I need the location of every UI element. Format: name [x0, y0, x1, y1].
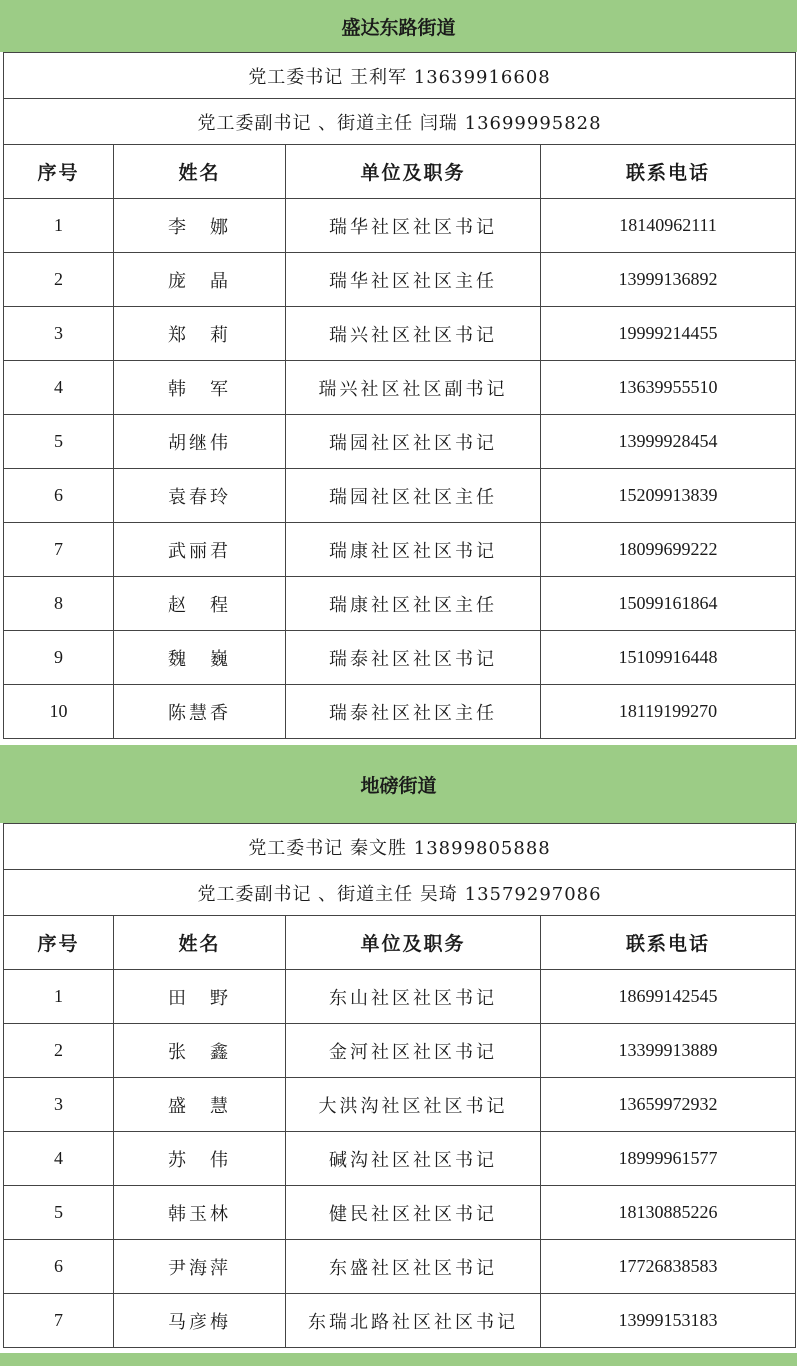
phone-number: 15209913839 [541, 469, 796, 523]
next-section-bar [0, 1353, 797, 1366]
unit-position: 瑞兴社区社区副书记 [286, 361, 541, 415]
unit-position: 瑞兴社区社区书记 [286, 307, 541, 361]
table-row [4, 970, 796, 1024]
table-row [4, 1294, 796, 1348]
unit-position: 瑞华社区社区书记 [286, 199, 541, 253]
row-number: 6 [4, 1240, 114, 1294]
person-name: 尹海萍 [114, 1240, 286, 1294]
person-name: 陈慧香 [114, 685, 286, 739]
section-2-table [3, 823, 796, 1348]
row-number: 3 [4, 307, 114, 361]
table-row [4, 253, 796, 307]
table-row [4, 1132, 796, 1186]
person-name: 田 野 [114, 970, 286, 1024]
section-2-secretary: 党工委书记 秦文胜 13899805888 [4, 824, 796, 870]
table-row [4, 469, 796, 523]
unit-position: 金河社区社区书记 [286, 1024, 541, 1078]
column-header-no: 序号 [4, 916, 114, 970]
table-row [4, 199, 796, 253]
column-header-no: 序号 [4, 145, 114, 199]
unit-position: 瑞康社区社区主任 [286, 577, 541, 631]
unit-position: 东瑞北路社区社区书记 [286, 1294, 541, 1348]
table-row [4, 1240, 796, 1294]
section-1-table [3, 52, 796, 739]
person-name: 盛 慧 [114, 1078, 286, 1132]
table-row [4, 685, 796, 739]
phone-number: 18699142545 [541, 970, 796, 1024]
table-row [4, 1078, 796, 1132]
section-1-title: 盛达东路街道 [341, 16, 456, 39]
unit-position: 瑞华社区社区主任 [286, 253, 541, 307]
row-number: 3 [4, 1078, 114, 1132]
person-name: 马彦梅 [114, 1294, 286, 1348]
table-row [4, 523, 796, 577]
row-number: 5 [4, 415, 114, 469]
person-name: 韩玉林 [114, 1186, 286, 1240]
table-row [4, 631, 796, 685]
unit-position: 瑞泰社区社区主任 [286, 685, 541, 739]
row-number: 7 [4, 523, 114, 577]
row-number: 1 [4, 199, 114, 253]
table-row [4, 415, 796, 469]
phone-number: 18130885226 [541, 1186, 796, 1240]
unit-position: 东山社区社区书记 [286, 970, 541, 1024]
column-header-unit: 单位及职务 [286, 145, 541, 199]
row-number: 1 [4, 970, 114, 1024]
unit-position: 东盛社区社区书记 [286, 1240, 541, 1294]
row-number: 5 [4, 1186, 114, 1240]
row-number: 2 [4, 253, 114, 307]
person-name: 苏 伟 [114, 1132, 286, 1186]
person-name: 庞 晶 [114, 253, 286, 307]
row-number: 8 [4, 577, 114, 631]
row-number: 4 [4, 1132, 114, 1186]
phone-number: 13999153183 [541, 1294, 796, 1348]
person-name: 郑 莉 [114, 307, 286, 361]
table-row [4, 361, 796, 415]
person-name: 韩 军 [114, 361, 286, 415]
phone-number: 19999214455 [541, 307, 796, 361]
person-name: 魏 巍 [114, 631, 286, 685]
phone-number: 13399913889 [541, 1024, 796, 1078]
phone-number: 15099161864 [541, 577, 796, 631]
phone-number: 17726838583 [541, 1240, 796, 1294]
section-1-title-bar [0, 0, 797, 52]
phone-number: 13999928454 [541, 415, 796, 469]
section-2-title-bar [0, 745, 797, 823]
section-1-deputy: 党工委副书记 、街道主任 闫瑞 13699995828 [4, 99, 796, 145]
section-2-title: 地磅街道 [360, 774, 437, 797]
person-name: 赵 程 [114, 577, 286, 631]
phone-number: 13659972932 [541, 1078, 796, 1132]
column-header-name: 姓名 [114, 916, 286, 970]
phone-number: 18119199270 [541, 685, 796, 739]
table-row [4, 1186, 796, 1240]
column-header-name: 姓名 [114, 145, 286, 199]
section-2-deputy: 党工委副书记 、街道主任 吴琦 13579297086 [4, 870, 796, 916]
row-number: 7 [4, 1294, 114, 1348]
unit-position: 瑞康社区社区书记 [286, 523, 541, 577]
unit-position: 瑞园社区社区书记 [286, 415, 541, 469]
phone-number: 18140962111 [541, 199, 796, 253]
table-row [4, 1024, 796, 1078]
unit-position: 瑞泰社区社区书记 [286, 631, 541, 685]
phone-number: 18999961577 [541, 1132, 796, 1186]
unit-position: 大洪沟社区社区书记 [286, 1078, 541, 1132]
table-row [4, 307, 796, 361]
row-number: 4 [4, 361, 114, 415]
unit-position: 健民社区社区书记 [286, 1186, 541, 1240]
row-number: 10 [4, 685, 114, 739]
phone-number: 13999136892 [541, 253, 796, 307]
person-name: 张 鑫 [114, 1024, 286, 1078]
phone-number: 13639955510 [541, 361, 796, 415]
table-row [4, 577, 796, 631]
section-1-secretary: 党工委书记 王利军 13639916608 [4, 53, 796, 99]
phone-number: 18099699222 [541, 523, 796, 577]
column-header-phone: 联系电话 [541, 916, 796, 970]
row-number: 2 [4, 1024, 114, 1078]
row-number: 9 [4, 631, 114, 685]
person-name: 武丽君 [114, 523, 286, 577]
column-header-unit: 单位及职务 [286, 916, 541, 970]
person-name: 袁春玲 [114, 469, 286, 523]
unit-position: 碱沟社区社区书记 [286, 1132, 541, 1186]
person-name: 李 娜 [114, 199, 286, 253]
person-name: 胡继伟 [114, 415, 286, 469]
unit-position: 瑞园社区社区主任 [286, 469, 541, 523]
row-number: 6 [4, 469, 114, 523]
phone-number: 15109916448 [541, 631, 796, 685]
column-header-phone: 联系电话 [541, 145, 796, 199]
